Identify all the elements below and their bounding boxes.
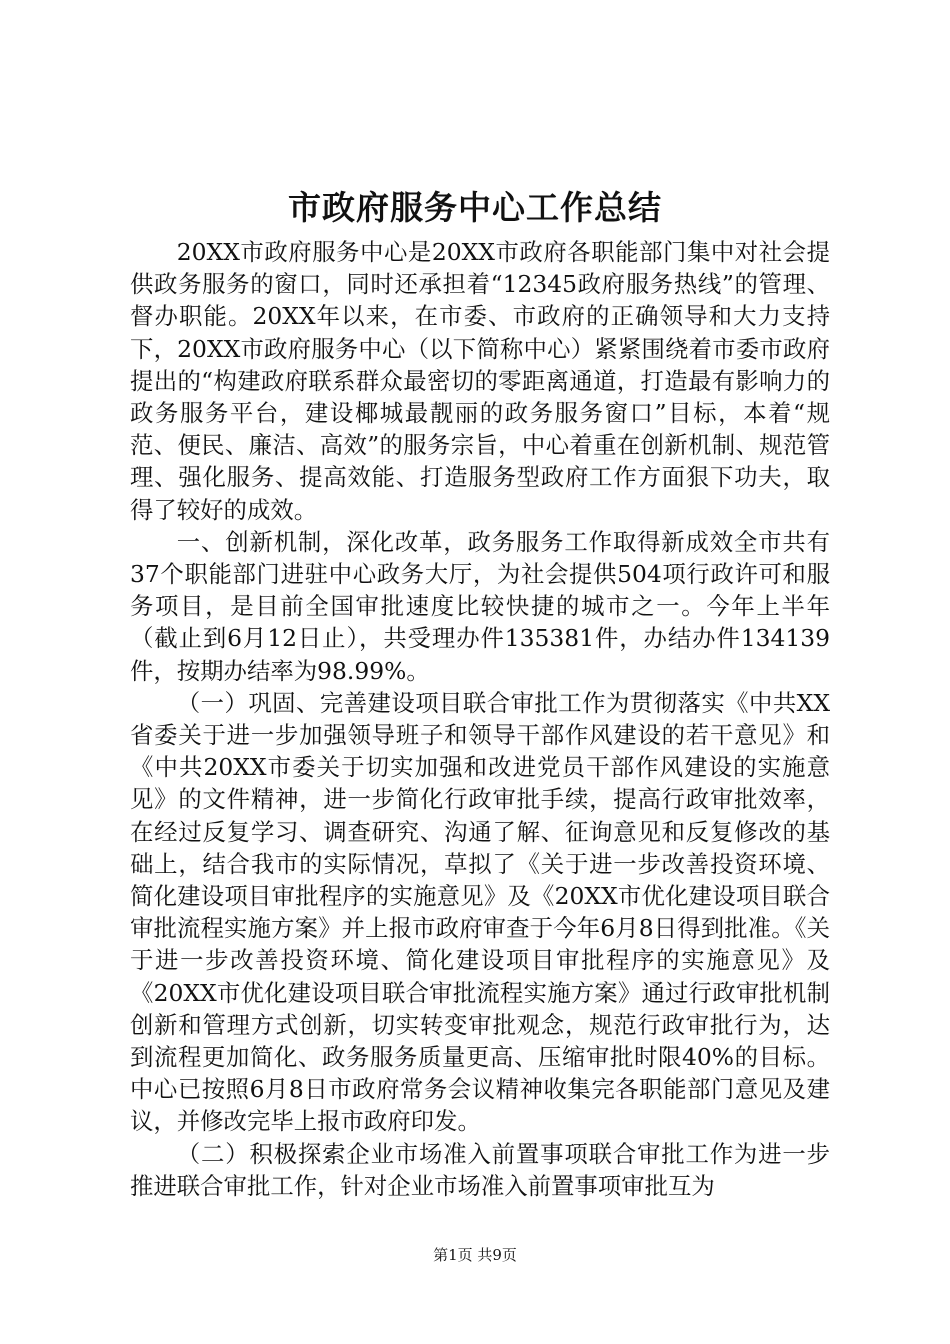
paragraph-subsection-1: （一）巩固、完善建设项目联合审批工作为贯彻落实《中共XX省委关于进一步加强领导班子和领导干部作风建设的若干意见》和《中共20XX市委关于切实加强和改进党员干部作风建设的实施意见》的文件精神，进一步简化行政审批手续，提高行政审批效率，在经过反复学习、调查研究、沟通了解、征询意见和反复修改的基础上，结合我市的实际情况，草拟了《关于进一步改善投资环境、简化建设项目审批程序的实施意见》及《20XX市优化建设项目联合审批流程实施方案》并上报市政府审查于今年6月8日得到批准。《关于进一步改善投资环境、简化建设项目审批程序的实施意见》及《20XX市优化建设项目联合审批流程实施方案》通过行政审批机制创新和管理方式创新，切实转变审批观念，规范行政审批行为，达到流程更加简化、政务服务质量更高、压缩审批时限40%的目标。中心已按照6月8日市政府常务会议精神收集完各职能部门意见及建议，并修改完毕上报市政府印发。	[130, 688, 830, 1136]
paragraph-section-1: 一、创新机制，深化改革，政务服务工作取得新成效全市共有37个职能部门进驻中心政务大厅，为社会提供504项行政许可和服务项目，是目前全国审批速度比较快捷的城市之一。今年上半年（截止到6月12日止），共受理办件135381件，办结办件134139件，按期办结率为98.99%。	[130, 527, 830, 685]
paragraph-subsection-2: （二）积极探索企业市场准入前置事项联合审批工作为进一步推进联合审批工作，针对企业市场准入前置事项审批互为	[130, 1139, 830, 1200]
document-title: 市政府服务中心工作总结	[288, 188, 662, 227]
document-body	[130, 236, 830, 1202]
paragraph-intro: 20XX市政府服务中心是20XX市政府各职能部门集中对社会提供政务服务的窗口，同时还承担着“12345政府服务热线”的管理、督办职能。20XX年以来，在市委、市政府的正确领导和大力支持下，20XX市政府服务中心（以下简称中心）紧紧围绕着市委市政府提出的“构建政府联系群众最密切的零距离通道，打造最有影响力的政务服务平台，建设椰城最靓丽的政务服务窗口”目标，本着“规范、便民、廉洁、高效”的服务宗旨，中心着重在创新机制、规范管理、强化服务、提高效能、打造服务型政府工作方面狠下功夫，取得了较好的成效。	[130, 238, 830, 524]
page-number-footer: 第1页 共9页	[433, 1246, 517, 1264]
